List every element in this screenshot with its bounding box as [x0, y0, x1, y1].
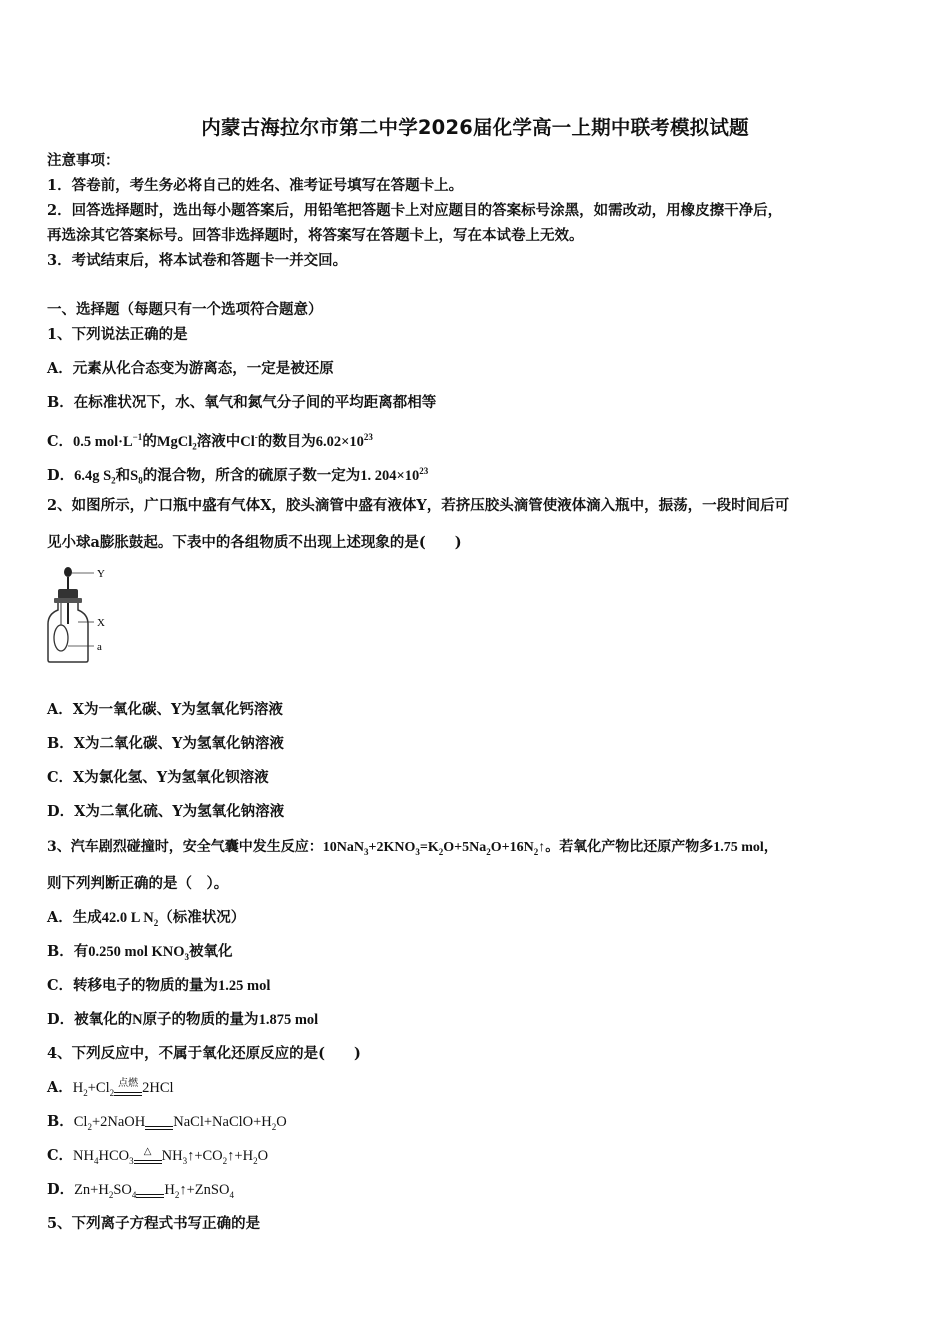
q2-stem-line1: 2、如图所示，广口瓶中盛有气体X，胶头滴管中盛有液体Y，若挤压胶头滴管使液体滴入瓶中，振荡，一段时间后可 — [47, 497, 790, 514]
q2-option-b: B．X为二氧化碳、Y为氢氧化钠溶液 — [47, 735, 284, 752]
notice-heading: 注意事项： — [47, 152, 120, 169]
q3-stem-line1: 3、汽车剧烈碰撞时，安全气囊中发生反应：$10NaN_3+2KNO_3=K_2O+5Na_2O+16N_2↑$。若氧化产物比还原产物多1.75 mol， — [47, 839, 778, 857]
section-heading: 一、选择题（每题只有一个选项符合题意） — [47, 301, 323, 318]
q4-option-c: C．$NH_4HCO_3$ △ $NH_3↑+CO_2↑+H_2O$ — [47, 1147, 268, 1170]
q2-option-d: D．X为二氧化硫、Y为氢氧化钠溶液 — [47, 803, 285, 820]
label-y: Y — [97, 568, 105, 580]
q2-stem-line2: 见小球a膨胀鼓起。下表中的各组物质不出现上述现象的是( ) — [47, 534, 462, 551]
q4-option-b: B．$Cl_2+2NaOH$ $NaCl+NaClO+H_2O$ — [47, 1113, 287, 1136]
q1-option-d: D．6.4g $S_2$和$S_8$的混合物，所含的硫原子数一定为1. $204\times 10^{23}$ — [47, 466, 429, 486]
q5-stem: 5、下列离子方程式书写正确的是 — [47, 1215, 261, 1232]
q1-option-b: B．在标准状况下，水、氧气和氮气分子间的平均距离都相等 — [47, 394, 437, 411]
notice-item-2b: 再选涂其它答案标号。回答非选择题时，将答案写在答题卡上，写在本试卷上无效。 — [47, 227, 584, 244]
q2-option-a: A．X为一氧化碳、Y为氢氧化钙溶液 — [47, 701, 283, 718]
notice-item-3: 3．考试结束后，将本试卷和答题卡一并交回。 — [47, 252, 348, 269]
label-x: X — [97, 617, 105, 629]
notice-item-1: 1．答卷前，考生务必将自己的姓名、准考证号填写在答题卡上。 — [47, 177, 464, 194]
q4-stem: 4、下列反应中，不属于氧化还原反应的是( ) — [47, 1045, 361, 1062]
q3-option-a: A．生成42.0 L $N_2$（标准状况） — [47, 909, 246, 928]
q4-option-d: D．$Zn+H_2SO_4$ $H_2↑+ZnSO_4$ — [47, 1181, 234, 1204]
q3-option-c: C．转移电子的物质的量为1.25 mol — [47, 977, 271, 994]
equals-sign — [136, 1186, 164, 1204]
page-title: 内蒙古海拉尔市第二中学2026届化学高一上期中联考模拟试题 — [201, 116, 749, 139]
q1-option-a: A．元素从化合态变为游离态，一定是被还原 — [47, 360, 334, 377]
q3-option-d: D．被氧化的N原子的物质的量为1.875 mol — [47, 1011, 319, 1028]
q2-option-c: C．X为氯化氢、Y为氢氧化钡溶液 — [47, 769, 269, 786]
q1-option-c: C．0.5 $mol\cdot L^{-1}$的MgCl$_2$溶液中Cl-的数目为$6.02\times 10^{23}$ — [47, 432, 373, 452]
notice-item-2a: 2．回答选择题时，选出每小题答案后，用铅笔把答题卡上对应题目的答案标号涂黑，如需改动，用橡皮擦干净后， — [47, 202, 783, 219]
equals-sign-ignite: 点燃 — [114, 1084, 142, 1102]
balloon-a — [54, 625, 68, 651]
q4-option-a: A．$H_2+Cl_2$ 点燃 2HCl — [47, 1079, 174, 1102]
dropper-bulb — [64, 567, 72, 577]
stopper — [58, 589, 78, 599]
equals-sign — [145, 1118, 173, 1136]
label-a: a — [97, 641, 102, 653]
equals-sign-heat: △ — [134, 1152, 162, 1170]
q3-stem-line2: 则下列判断正确的是（ ）。 — [47, 875, 229, 892]
q1-stem: 1、下列说法正确的是 — [47, 326, 188, 343]
q3-option-b: B．有0.250 mol $KNO_3$被氧化 — [47, 943, 233, 962]
flask-dropper-diagram — [40, 562, 120, 670]
stopper-cap — [54, 598, 82, 603]
